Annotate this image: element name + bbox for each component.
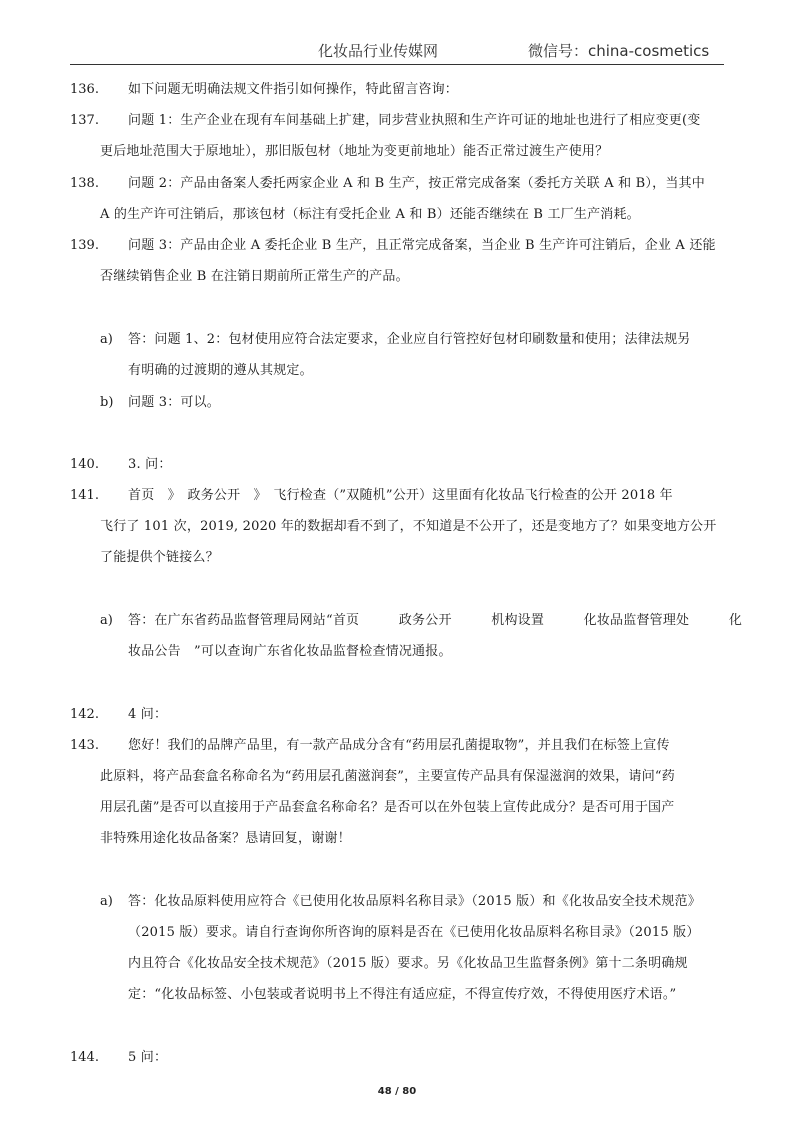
item-text: 问题 2：产品由备案人委托两家企业 A 和 B 生产，按正常完成备案（委托方关联 A 和 B），当其中: [128, 176, 705, 191]
answer-text: 答：问题 1、2：包材使用应符合法定要求，企业应自行管控好包材印刷数量和使用；法律法规另: [128, 332, 691, 347]
answer-marker: a): [100, 894, 113, 909]
answer-marker: a): [100, 613, 113, 628]
item-text: 问题 1：生产企业在现有车间基础上扩建，同步营业执照和生产许可证的地址也进行了相应变更(变: [128, 113, 701, 128]
answer-text: 答：化妆品原料使用应符合《已使用化妆品原料名称目录》（2015 版）和《化妆品安全技术规范》: [128, 894, 701, 909]
item-number: 137.: [70, 113, 99, 128]
answer-text: 定：“化妆品标签、小包装或者说明书上不得注有适应症，不得宣传疗效，不得使用医疗术语。”: [128, 987, 677, 1002]
page-header: [70, 40, 724, 65]
answer-text: 内且符合《化妆品安全技术规范》（2015 版）要求。另《化妆品卫生监督条例》第十二条明确规: [128, 956, 688, 971]
item-text: 5 问：: [128, 1050, 168, 1065]
item-text: 问题 3：产品由企业 A 委托企业 B 生产，且正常完成备案，当企业 B 生产许可注销后，企业 A 还能: [128, 238, 716, 253]
answer-marker: b): [100, 395, 114, 410]
item-text: 首页 》 政务公开 》 飞行检查（”双随机”公开）这里面有化妆品飞行检查的公开 2018 年: [128, 488, 673, 503]
answer-text: 答：在广东省药品监督管理局网站“首页 政务公开 机构设置 化妆品监督管理处 化: [128, 613, 743, 628]
item-text: 3. 问：: [128, 457, 172, 472]
item-number: 142.: [70, 707, 99, 722]
answer-text: 问题 3：可以。: [128, 395, 221, 410]
item-number: 144.: [70, 1050, 99, 1065]
item-text: A 的生产许可注销后，那该包材（标注有受托企业 A 和 B）还能否继续在 B 工厂生产消耗。: [100, 207, 640, 222]
wechat-id: 微信号：china-cosmetics: [528, 42, 710, 60]
item-text: 如下问题无明确法规文件指引如何操作，特此留言咨询：: [128, 82, 459, 97]
answer-text: 有明确的过渡期的遵从其规定。: [128, 363, 313, 378]
item-text: 否继续销售企业 B 在注销日期前所正常生产的产品。: [100, 269, 409, 284]
item-number: 138.: [70, 176, 99, 191]
item-number: 140.: [70, 457, 99, 472]
page-number: 48 / 80: [377, 1086, 417, 1097]
item-number: 136.: [70, 82, 99, 97]
item-number: 143.: [70, 738, 99, 753]
item-text: 用层孔菌”是否可以直接用于产品套盒名称命名？是否可以在外包装上宣传此成分？是否可用于国产: [100, 800, 675, 815]
item-text: 更后地址范围大于原地址），那旧版包材（地址为变更前地址）能否正常过渡生产使用？: [100, 144, 609, 159]
item-text: 飞行了 101 次，2019, 2020 年的数据却看不到了，不知道是不公开了，还是变地方了？如果变地方公开: [100, 519, 717, 534]
item-text: 非特殊用途化妆品备案？恳请回复，谢谢！: [100, 831, 351, 846]
item-text: 您好！我们的品牌产品里，有一款产品成分含有“药用层孔菌提取物”，并且我们在标签上宣传: [128, 738, 670, 753]
answer-text: 妆品公告 ”可以查询广东省化妆品监督检查情况通报。: [128, 644, 452, 659]
answer-marker: a): [100, 332, 113, 347]
item-number: 141.: [70, 488, 99, 503]
answer-text: （2015 版）要求。请自行查询你所咨询的原料是否在《已使用化妆品原料名称目录》（2015 版）: [128, 925, 700, 940]
item-text: 4 问：: [128, 707, 168, 722]
item-text: 此原料，将产品套盒名称命名为“药用层孔菌滋润套”，主要宣传产品具有保湿滋润的效果，请问“药: [100, 769, 675, 784]
site-name: 化妆品行业传媒网: [318, 42, 439, 60]
item-number: 139.: [70, 238, 99, 253]
item-text: 了能提供个链接么？: [100, 550, 219, 565]
